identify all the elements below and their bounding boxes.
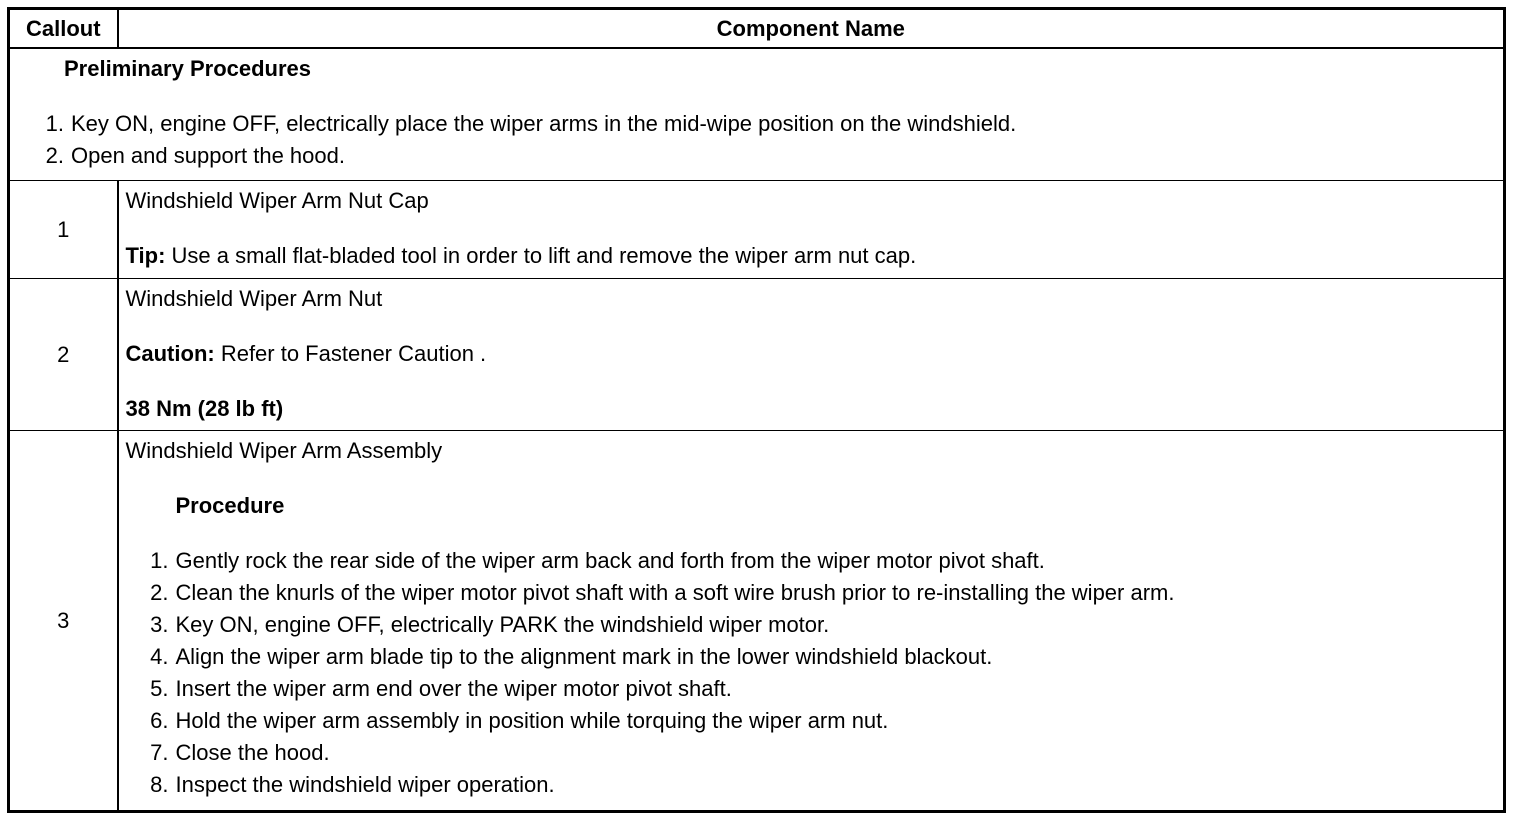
tip-label: Tip: [125, 243, 166, 268]
step-number: 3. [150, 612, 169, 637]
component-name: Windshield Wiper Arm Nut Cap [125, 188, 429, 213]
tip-text: Use a small flat-bladed tool in order to lift and remove the wiper arm nut cap. [165, 243, 917, 268]
preliminary-step [24, 108, 1503, 140]
caution-label: Caution: [125, 341, 215, 366]
step-number: 8. [150, 772, 169, 797]
table-row [9, 431, 1505, 812]
step-text: Gently rock the rear side of the wiper arm back and forth from the wiper motor pivot shaft. [175, 548, 1045, 573]
step-text: Align the wiper arm blade tip to the alignment mark in the lower windshield blackout. [175, 644, 993, 669]
procedure-steps [126, 545, 1504, 801]
step-text: Open and support the hood. [71, 143, 345, 168]
table-header-row [9, 9, 1505, 49]
step-text: Close the hood. [175, 740, 330, 765]
step-number: 2. [45, 143, 64, 168]
step-text: Insert the wiper arm end over the wiper motor pivot shaft. [175, 676, 732, 701]
component-name-column-header: Component Name [118, 9, 1505, 49]
caution-text: Refer to Fastener Caution . [214, 341, 487, 366]
callout-number: 1 [9, 181, 118, 279]
procedure-step [126, 545, 1504, 577]
step-text: Clean the knurls of the wiper motor pivot shaft with a soft wire brush prior to re-installing the wiper arm. [175, 580, 1175, 605]
procedure-step [126, 673, 1504, 705]
component-cell [118, 181, 1505, 279]
preliminary-title: Preliminary Procedures [64, 56, 312, 81]
step-number: 1. [150, 548, 169, 573]
step-number: 5. [150, 676, 169, 701]
caution-note [126, 338, 1504, 370]
callout-column-header: Callout [9, 9, 118, 49]
preliminary-procedures-row [9, 48, 1505, 181]
preliminary-procedures-cell [9, 48, 1505, 181]
procedure-step [126, 641, 1504, 673]
component-cell [118, 431, 1505, 812]
procedure-table [7, 7, 1506, 813]
component-cell [118, 279, 1505, 431]
step-text: Key ON, engine OFF, electrically PARK the windshield wiper motor. [175, 612, 830, 637]
procedure-step [126, 609, 1504, 641]
component-name: Windshield Wiper Arm Nut [125, 286, 383, 311]
step-number: 4. [150, 644, 169, 669]
procedure-step [126, 705, 1504, 737]
step-number: 7. [150, 740, 169, 765]
step-text: Hold the wiper arm assembly in position while torquing the wiper arm nut. [175, 708, 889, 733]
procedure-step [126, 577, 1504, 609]
table-row [9, 181, 1505, 279]
procedure-step [126, 737, 1504, 769]
table-row [9, 279, 1505, 431]
procedure-step [126, 769, 1504, 801]
step-number: 1. [45, 111, 64, 136]
step-text: Key ON, engine OFF, electrically place the wiper arms in the mid-wipe position on the windshield. [71, 111, 1017, 136]
preliminary-step [24, 140, 1503, 172]
step-text: Inspect the windshield wiper operation. [175, 772, 555, 797]
procedure-title: Procedure [175, 493, 285, 518]
step-number: 6. [150, 708, 169, 733]
step-number: 2. [150, 580, 169, 605]
tip-note [126, 240, 1504, 272]
torque-spec: 38 Nm (28 lb ft) [125, 396, 284, 421]
callout-number: 3 [9, 431, 118, 812]
component-name: Windshield Wiper Arm Assembly [125, 438, 443, 463]
callout-number: 2 [9, 279, 118, 431]
